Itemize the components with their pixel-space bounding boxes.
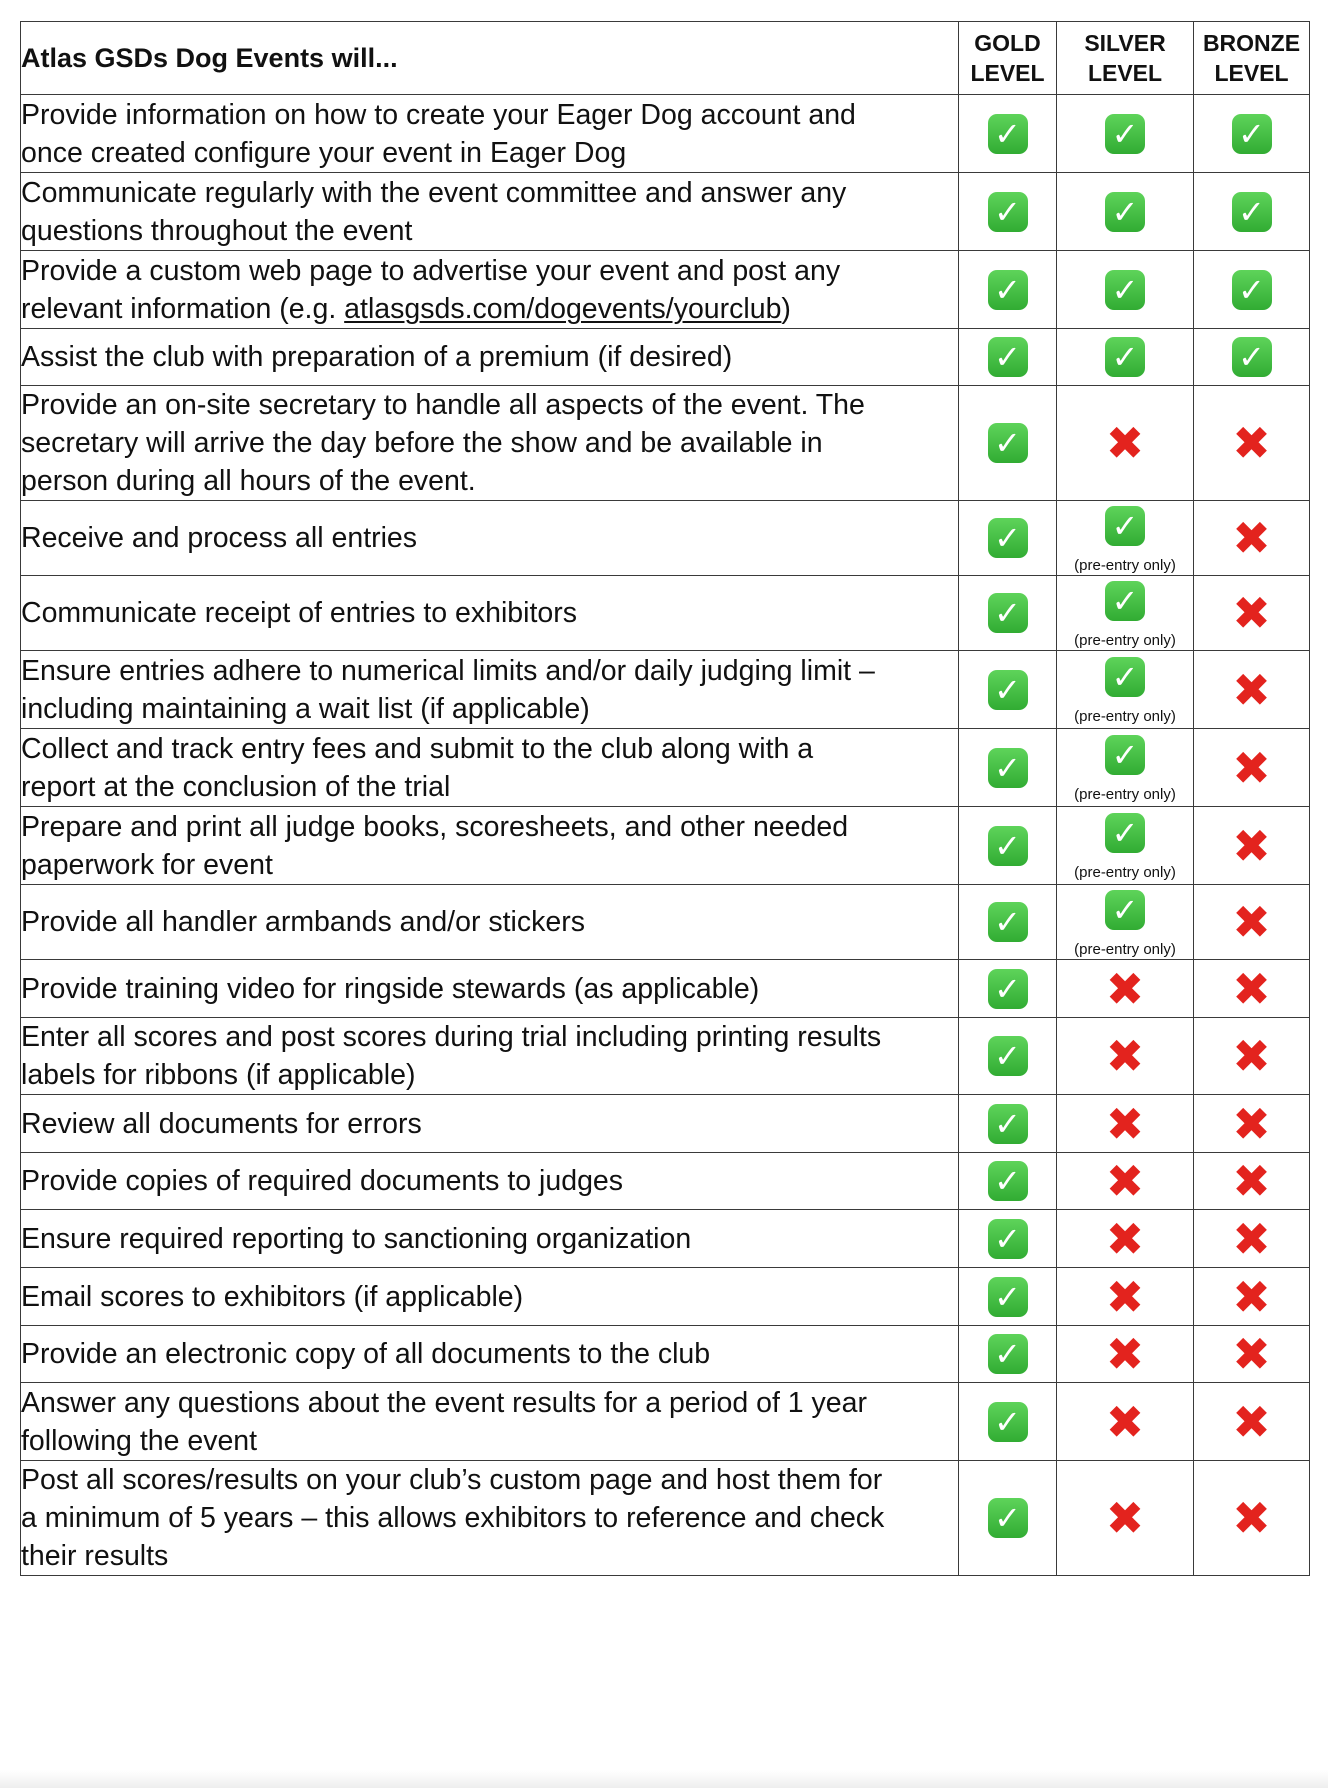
silver-level-cell (1057, 960, 1194, 1018)
bronze-level-cell (1194, 1153, 1310, 1210)
bronze-level-cell (1194, 1326, 1310, 1383)
bronze-level-cell (1194, 251, 1310, 329)
check-mark-icon: ✓ (988, 518, 1028, 558)
mark-wrapper (988, 1104, 1028, 1144)
bronze-level-cell (1194, 1383, 1310, 1461)
feature-description (21, 1326, 959, 1383)
mark-wrapper (1230, 511, 1274, 565)
feature-description (21, 960, 959, 1018)
check-mark-icon: ✓ (988, 270, 1028, 310)
bronze-level-cell (1194, 1268, 1310, 1326)
cross-mark-icon: ✖ (1232, 818, 1271, 873)
check-mark-icon: ✓ (988, 192, 1028, 232)
silver-level-cell (1057, 729, 1194, 807)
mark-wrapper (988, 902, 1028, 942)
cross-mark-icon: ✖ (1232, 740, 1271, 795)
cross-mark-icon: ✖ (1232, 416, 1271, 470)
gold-level-cell (959, 386, 1057, 501)
bronze-level-cell (1194, 651, 1310, 729)
club-page-link[interactable]: atlasgsds.com/dogevents/yourclub (344, 292, 782, 325)
feature-text-line: Provide copies of required documents to judges (21, 1165, 624, 1197)
feature-text-line: labels for ribbons (if applicable) (21, 1059, 416, 1091)
silver-level-cell (1057, 1095, 1194, 1153)
cross-mark-icon: ✖ (1232, 1269, 1271, 1324)
pre-entry-note: (pre-entry only) (1074, 940, 1176, 958)
mark-wrapper (1232, 337, 1272, 377)
cross-mark-icon: ✖ (1232, 1211, 1271, 1266)
silver-level-cell (1057, 95, 1194, 173)
gold-level-cell (959, 501, 1057, 576)
check-mark-icon: ✓ (1105, 270, 1145, 310)
silver-level-cell (1057, 386, 1194, 501)
feature-text-line: ) (781, 292, 791, 325)
cross-mark-icon: ✖ (1232, 662, 1271, 717)
mark-wrapper (1074, 502, 1176, 575)
feature-text-line: Email scores to exhibitors (if applicable) (21, 1280, 524, 1313)
table-row (21, 1268, 1310, 1326)
feature-text-line: Provide an electronic copy of all documents to the club (21, 1338, 711, 1370)
bronze-level-cell (1194, 1210, 1310, 1268)
check-mark-icon: ✓ (1232, 192, 1272, 232)
cross-mark-icon: ✖ (1105, 1327, 1145, 1381)
gold-level-cell (959, 576, 1057, 651)
gold-level-cell (959, 1268, 1057, 1326)
header-row (21, 22, 1310, 95)
feature-text-line: Ensure entries adhere to numerical limits and/or daily judging limit – (21, 654, 875, 687)
bronze-level-cell (1194, 885, 1310, 960)
mark-wrapper (988, 1219, 1028, 1259)
mark-wrapper (988, 1498, 1028, 1538)
bronze-level-cell (1194, 329, 1310, 386)
cross-mark-icon: ✖ (1232, 1029, 1271, 1083)
feature-description (21, 885, 959, 960)
feature-text-line: Answer any questions about the event results for a period of 1 year (21, 1386, 867, 1419)
cross-mark-icon: ✖ (1232, 511, 1271, 565)
mark-wrapper (1230, 818, 1274, 873)
mark-wrapper (988, 1277, 1028, 1317)
silver-header-line-2: LEVEL (1087, 60, 1163, 86)
gold-level-cell (959, 329, 1057, 386)
feature-description (21, 1383, 959, 1461)
mark-wrapper (1103, 1394, 1147, 1449)
mark-wrapper (988, 748, 1028, 788)
bronze-level-cell (1194, 386, 1310, 501)
cross-mark-icon: ✖ (1105, 1269, 1145, 1324)
table-row (21, 1018, 1310, 1095)
check-mark-icon: ✓ (988, 670, 1028, 710)
bronze-level-cell (1194, 95, 1310, 173)
feature-description (21, 386, 959, 501)
gold-level-cell (959, 885, 1057, 960)
cross-mark-icon: ✖ (1105, 1491, 1145, 1545)
feature-text-line: their results (21, 1540, 169, 1572)
feature-text-line: Communicate receipt of entries to exhibitors (21, 597, 578, 629)
cross-mark-icon: ✖ (1105, 1029, 1145, 1083)
mark-wrapper (1230, 895, 1274, 949)
bronze-level-cell (1194, 1018, 1310, 1095)
feature-text-line: including maintaining a wait list (if applicable) (21, 692, 590, 725)
bronze-level-cell (1194, 576, 1310, 651)
gold-level-cell (959, 251, 1057, 329)
feature-description (21, 501, 959, 576)
table-row (21, 1461, 1310, 1576)
cross-mark-icon: ✖ (1105, 416, 1145, 470)
feature-text-line: Provide training video for ringside stewards (as applicable) (21, 972, 760, 1005)
mark-wrapper (1074, 809, 1176, 882)
feature-text-line: paperwork for event (21, 848, 273, 881)
mark-wrapper (1074, 731, 1176, 804)
cross-mark-icon: ✖ (1232, 1096, 1271, 1151)
mark-wrapper (1232, 114, 1272, 154)
mark-wrapper (1230, 1394, 1274, 1449)
mark-wrapper (988, 593, 1028, 633)
pre-entry-note: (pre-entry only) (1074, 864, 1176, 881)
cross-mark-icon: ✖ (1105, 1096, 1145, 1151)
silver-level-cell (1057, 885, 1194, 960)
feature-text-line: Ensure required reporting to sanctioning organization (21, 1222, 692, 1255)
check-mark-icon: ✓ (1232, 270, 1272, 310)
pre-entry-note: (pre-entry only) (1074, 708, 1176, 725)
mark-wrapper (988, 192, 1028, 232)
mark-wrapper (1230, 586, 1274, 640)
table-row (21, 1095, 1310, 1153)
check-mark-icon: ✓ (1105, 735, 1145, 775)
bronze-level-cell (1194, 729, 1310, 807)
feature-column-header: Atlas GSDs Dog Events will... (21, 22, 959, 95)
feature-text-line: Enter all scores and post scores during trial including printing results (21, 1021, 882, 1053)
cross-mark-icon: ✖ (1232, 1394, 1271, 1449)
mark-wrapper (988, 114, 1028, 154)
mark-wrapper (1074, 653, 1176, 726)
cross-mark-icon: ✖ (1105, 961, 1145, 1016)
table-row (21, 1153, 1310, 1210)
check-mark-icon: ✓ (1105, 813, 1145, 853)
feature-description (21, 729, 959, 807)
table-row (21, 329, 1310, 386)
feature-text-line: Provide all handler armbands and/or stickers (21, 906, 585, 938)
mark-wrapper (1230, 1029, 1274, 1083)
table-row (21, 729, 1310, 807)
mark-wrapper (1230, 1327, 1274, 1381)
cross-mark-icon: ✖ (1232, 961, 1271, 1016)
cross-mark-icon: ✖ (1105, 1211, 1145, 1266)
silver-level-cell (1057, 501, 1194, 576)
bronze-header-line-2: LEVEL (1214, 60, 1289, 86)
gold-level-cell (959, 1461, 1057, 1576)
silver-level-cell (1057, 1210, 1194, 1268)
mark-wrapper (1230, 416, 1274, 470)
feature-description (21, 576, 959, 651)
check-mark-icon: ✓ (988, 748, 1028, 788)
mark-wrapper (988, 1402, 1028, 1442)
pre-entry-note: (pre-entry only) (1074, 786, 1176, 803)
check-mark-icon: ✓ (1105, 581, 1145, 621)
table-row (21, 386, 1310, 501)
feature-description (21, 807, 959, 885)
mark-wrapper (1105, 270, 1145, 310)
gold-header-line-2: LEVEL (970, 60, 1045, 86)
feature-text-line: Assist the club with preparation of a premium (if desired) (21, 341, 733, 373)
bronze-level-cell (1194, 960, 1310, 1018)
gold-level-cell (959, 651, 1057, 729)
cross-mark-icon: ✖ (1232, 895, 1271, 949)
feature-text-line: Collect and track entry fees and submit to the club along with a (21, 732, 814, 765)
mark-wrapper (1230, 1491, 1274, 1545)
feature-description (21, 1210, 959, 1268)
table-row (21, 807, 1310, 885)
bronze-header-line-1: BRONZE (1202, 30, 1301, 56)
mark-wrapper (1103, 1029, 1147, 1083)
feature-text-line: report at the conclusion of the trial (21, 770, 451, 803)
gold-level-header (959, 22, 1057, 95)
check-mark-icon: ✓ (988, 1161, 1028, 1201)
table-row (21, 1326, 1310, 1383)
feature-text-line: Review all documents for errors (21, 1107, 422, 1140)
cross-mark-icon: ✖ (1232, 1327, 1271, 1381)
bronze-level-header (1194, 22, 1310, 95)
feature-description (21, 329, 959, 386)
table-row (21, 173, 1310, 251)
mark-wrapper (1103, 1269, 1147, 1324)
mark-wrapper (988, 1036, 1028, 1076)
check-mark-icon: ✓ (988, 1498, 1028, 1538)
silver-level-cell (1057, 173, 1194, 251)
mark-wrapper (1230, 1269, 1274, 1324)
mark-wrapper (1230, 961, 1274, 1016)
gold-level-cell (959, 95, 1057, 173)
check-mark-icon: ✓ (988, 337, 1028, 377)
feature-description (21, 251, 959, 329)
silver-level-cell (1057, 576, 1194, 651)
gold-level-cell (959, 173, 1057, 251)
mark-wrapper (1103, 1211, 1147, 1266)
gold-level-cell (959, 1018, 1057, 1095)
mark-wrapper (1230, 662, 1274, 717)
pre-entry-note: (pre-entry only) (1074, 631, 1176, 649)
feature-description (21, 173, 959, 251)
feature-text-line: Provide information on how to create your Eager Dog account and (21, 98, 856, 131)
mark-wrapper (1105, 192, 1145, 232)
mark-wrapper (1103, 1491, 1147, 1545)
feature-text-line: Receive and process all entries (21, 522, 418, 554)
gold-level-cell (959, 1383, 1057, 1461)
check-mark-icon: ✓ (988, 826, 1028, 866)
mark-wrapper (1103, 961, 1147, 1016)
feature-text-line: Provide a custom web page to advertise your event and post any (21, 254, 841, 287)
table-row (21, 576, 1310, 651)
mark-wrapper (1074, 886, 1176, 959)
bronze-level-cell (1194, 173, 1310, 251)
check-mark-icon: ✓ (988, 969, 1028, 1009)
mark-wrapper (988, 270, 1028, 310)
gold-level-cell (959, 807, 1057, 885)
check-mark-icon: ✓ (1105, 890, 1145, 930)
cross-mark-icon: ✖ (1232, 586, 1271, 640)
feature-text-line: a minimum of 5 years – this allows exhibitors to reference and check (21, 1502, 885, 1534)
bronze-level-cell (1194, 807, 1310, 885)
check-mark-icon: ✓ (988, 1277, 1028, 1317)
silver-level-cell (1057, 1383, 1194, 1461)
gold-level-cell (959, 1095, 1057, 1153)
check-mark-icon: ✓ (988, 1219, 1028, 1259)
feature-description (21, 1268, 959, 1326)
mark-wrapper (1230, 1096, 1274, 1151)
feature-text-line: Post all scores/results on your club’s custom page and host them for (21, 1464, 883, 1496)
mark-wrapper (1232, 192, 1272, 232)
check-mark-icon: ✓ (988, 1036, 1028, 1076)
silver-level-cell (1057, 651, 1194, 729)
mark-wrapper (988, 423, 1028, 463)
bronze-level-cell (1194, 501, 1310, 576)
check-mark-icon: ✓ (988, 114, 1028, 154)
silver-level-cell (1057, 329, 1194, 386)
silver-level-cell (1057, 1461, 1194, 1576)
mark-wrapper (988, 518, 1028, 558)
feature-description (21, 95, 959, 173)
mark-wrapper (988, 826, 1028, 866)
silver-level-cell (1057, 1153, 1194, 1210)
check-mark-icon: ✓ (988, 1402, 1028, 1442)
feature-description (21, 1461, 959, 1576)
silver-level-header (1057, 22, 1194, 95)
silver-level-cell (1057, 807, 1194, 885)
check-mark-icon: ✓ (1105, 192, 1145, 232)
feature-text-line: person during all hours of the event. (21, 465, 476, 497)
mark-wrapper (1230, 1154, 1274, 1208)
table-row (21, 1210, 1310, 1268)
check-mark-icon: ✓ (988, 1104, 1028, 1144)
table-row (21, 651, 1310, 729)
page-bottom-shadow (0, 1770, 1328, 1788)
table-row (21, 1383, 1310, 1461)
table-row (21, 960, 1310, 1018)
check-mark-icon: ✓ (1105, 114, 1145, 154)
feature-text-line: secretary will arrive the day before the show and be available in (21, 427, 823, 459)
gold-level-cell (959, 960, 1057, 1018)
check-mark-icon: ✓ (988, 1334, 1028, 1374)
mark-wrapper (1230, 740, 1274, 795)
mark-wrapper (1074, 577, 1176, 650)
feature-text-line: Prepare and print all judge books, scoresheets, and other needed (21, 810, 849, 843)
mark-wrapper (988, 969, 1028, 1009)
bronze-level-cell (1194, 1461, 1310, 1576)
mark-wrapper (1230, 1211, 1274, 1266)
feature-text-line: questions throughout the event (21, 214, 413, 247)
mark-wrapper (1105, 337, 1145, 377)
mark-wrapper (1105, 114, 1145, 154)
check-mark-icon: ✓ (1105, 657, 1145, 697)
check-mark-icon: ✓ (988, 423, 1028, 463)
mark-wrapper (988, 337, 1028, 377)
gold-level-cell (959, 729, 1057, 807)
check-mark-icon: ✓ (1105, 506, 1145, 546)
feature-text-line: Communicate regularly with the event committee and answer any (21, 176, 847, 209)
feature-text-line: relevant information (e.g. (21, 292, 345, 325)
feature-description (21, 1095, 959, 1153)
feature-text-line: following the event (21, 1424, 258, 1457)
bronze-level-cell (1194, 1095, 1310, 1153)
silver-header-line-1: SILVER (1084, 30, 1166, 56)
silver-level-cell (1057, 1018, 1194, 1095)
table-body (21, 95, 1310, 1576)
cross-mark-icon: ✖ (1105, 1154, 1145, 1208)
mark-wrapper (988, 1334, 1028, 1374)
feature-description (21, 651, 959, 729)
pre-entry-note: (pre-entry only) (1074, 556, 1176, 574)
mark-wrapper (1232, 270, 1272, 310)
feature-description (21, 1153, 959, 1210)
table-row (21, 251, 1310, 329)
gold-header-line-1: GOLD (974, 30, 1041, 56)
gold-level-cell (959, 1210, 1057, 1268)
gold-level-cell (959, 1326, 1057, 1383)
silver-level-cell (1057, 1268, 1194, 1326)
feature-text-line: Provide an on-site secretary to handle all aspects of the event. The (21, 389, 865, 421)
cross-mark-icon: ✖ (1105, 1394, 1145, 1449)
cross-mark-icon: ✖ (1232, 1154, 1271, 1208)
silver-level-cell (1057, 251, 1194, 329)
mark-wrapper (1103, 1154, 1147, 1208)
cross-mark-icon: ✖ (1232, 1491, 1271, 1545)
service-levels-table (20, 21, 1310, 1576)
check-mark-icon: ✓ (988, 593, 1028, 633)
check-mark-icon: ✓ (1232, 337, 1272, 377)
mark-wrapper (988, 1161, 1028, 1201)
check-mark-icon: ✓ (1232, 114, 1272, 154)
gold-level-cell (959, 1153, 1057, 1210)
mark-wrapper (1103, 1096, 1147, 1151)
feature-description (21, 1018, 959, 1095)
mark-wrapper (988, 670, 1028, 710)
table-row (21, 885, 1310, 960)
feature-text-line: once created configure your event in Eager Dog (21, 136, 627, 169)
silver-level-cell (1057, 1326, 1194, 1383)
check-mark-icon: ✓ (1105, 337, 1145, 377)
mark-wrapper (1103, 1327, 1147, 1381)
table-row (21, 95, 1310, 173)
table-row (21, 501, 1310, 576)
check-mark-icon: ✓ (988, 902, 1028, 942)
mark-wrapper (1103, 416, 1147, 470)
